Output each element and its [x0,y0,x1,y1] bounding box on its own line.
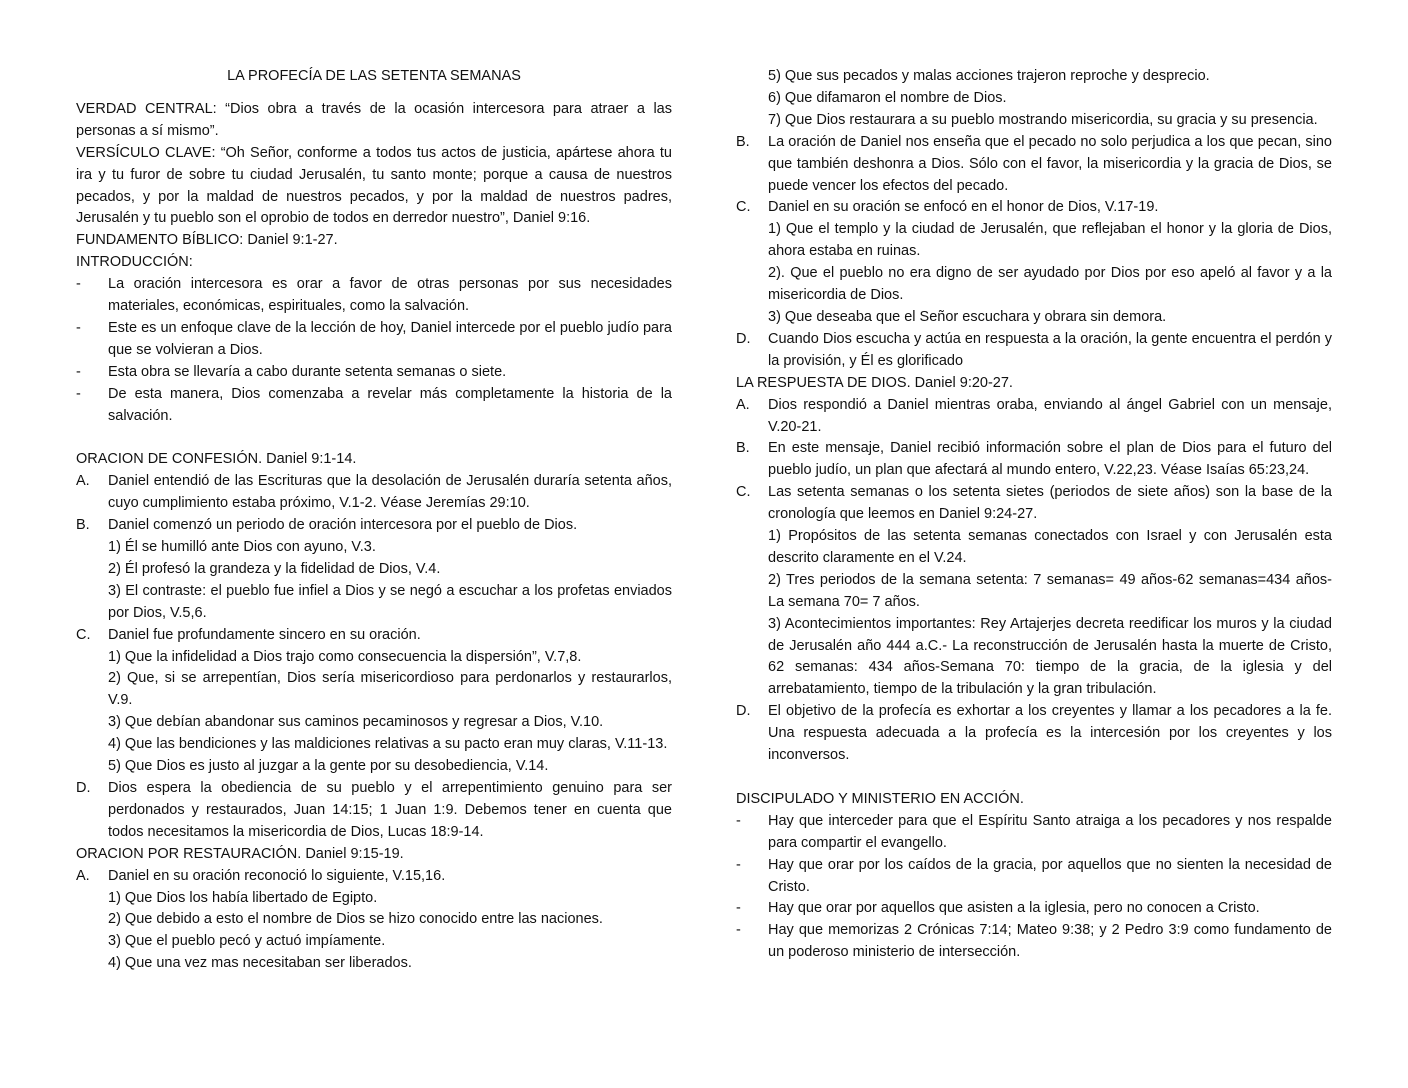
sub-item: 4) Que una vez mas necesitaban ser liberados. [108,955,412,972]
list-item [736,920,1332,964]
bullet-marker: - [736,922,741,939]
list-item-text: Daniel entendió de las Escrituras que la desolación de Jerusalén duraría setenta años, cuyo cumplimiento estaba próximo, V.1-2. Véase Jeremías 29:10. [108,473,672,512]
list-item [736,197,1332,219]
list-item [76,384,672,428]
sub-item: 7) Que Dios restaurara a su pueblo mostrando misericordia, su gracia y su presencia. [768,111,1318,128]
list-item-text: Las setenta semanas o los setenta sietes (periodos de siete años) son la base de la cronología que leemos en Daniel 9:24-27. [768,484,1332,523]
list-item-text: Daniel comenzó un periodo de oración intercesora por el pueblo de Dios. [108,517,578,534]
sub-item: 2) Que debido a esto el nombre de Dios se hizo conocido entre las naciones. [108,911,603,928]
bullet-marker: - [736,856,741,873]
fundamento-biblico: FUNDAMENTO BÍBLICO: Daniel 9:1-27. [76,232,338,249]
restauracion-heading: ORACION POR RESTAURACIÓN. Daniel 9:15-19. [76,845,404,862]
list-item-text: Daniel fue profundamente sincero en su oración. [108,626,421,643]
list-item-text: Cuando Dios escucha y actúa en respuesta a la oración, la gente encuentra el perdón y la provisión, y Él es glorificado [768,330,1332,369]
sub-item: 1) Que la infidelidad a Dios trajo como consecuencia la dispersión”, V.7,8. [108,648,582,665]
sub-item: 1) Que Dios los había libertado de Egipto. [108,889,378,906]
document-title: LA PROFECÍA DE LAS SETENTA SEMANAS [227,68,521,84]
letter-marker: C. [736,199,751,216]
sub-item: 5) Que sus pecados y malas acciones trajeron reproche y desprecio. [768,68,1210,84]
bullet-marker: - [76,385,81,402]
sub-item: 1) Propósitos de las setenta semanas conectados con Israel y con Jerusalén esta descrito claramente en el V.24. [768,528,1332,566]
list-item [76,318,672,362]
letter-marker: C. [76,626,91,643]
sub-item: 2). Que el pueblo no era digno de ser ayudado por Dios por eso apeló al favor y a la misericordia de Dios. [768,265,1332,304]
letter-marker: D. [76,779,91,796]
list-item [736,898,1332,920]
list-item-text: Dios espera la obediencia de su pueblo y el arrepentimiento genuino para ser perdonados y restaurados, Juan 14:15; 1 Juan 1:9. Debemos tener en cuenta que todos necesitamos la misericordia de Dios, Lucas 18:9-14. [108,779,672,840]
left-column [76,66,672,975]
sub-item: 3) El contraste: el pueblo fue infiel a Dios y se negó a escuchar a los profetas enviados por Dios, V.5,6. [108,582,672,621]
bullet-marker: - [76,363,81,380]
introduccion-list [76,274,672,427]
discipulado-heading: DISCIPULADO Y MINISTERIO EN ACCIÓN. [736,790,1024,807]
sub-item: 2) Él profesó la grandeza y la fidelidad de Dios, V.4. [108,560,441,577]
list-item-text: Este es un enfoque clave de la lección de hoy, Daniel intercede por el pueblo judío para que se volvieran a Dios. [108,319,672,358]
bullet-marker: - [736,900,741,917]
list-item-text: El objetivo de la profecía es exhortar a los creyentes y llamar a los pecadores a la fe. Una respuesta adecuada a la profecía es la intercesión por los creyentes y los inconversos. [768,703,1332,764]
list-item-text: Hay que orar por los caídos de la gracia, por aquellos que no sienten la necesidad de Cristo. [768,856,1332,895]
list-item [736,855,1332,899]
list-item-text: La oración de Daniel nos enseña que el pecado no solo perjudica a los que pecan, sino que también deshonra a Dios. Sólo con el favor, la misericordia y la gracia de Dios, se puede vencer los efectos del pecado. [768,133,1332,194]
letter-marker: A. [76,473,90,490]
list-item-text: En este mensaje, Daniel recibió información sobre el plan de Dios para el futuro del pueblo judío, un plan que afectará al mundo entero, V.22,23. Véase Isaías 65:23,24. [768,440,1332,479]
list-item [76,274,672,318]
sub-item: 3) Que el pueblo pecó y actuó impíamente. [108,933,386,950]
list-item [736,438,1332,482]
sub-item: 2) Tres periodos de la semana setenta: 7 semanas= 49 años-62 semanas=434 años- La semana 70= 7 años. [768,571,1332,610]
letter-marker: D. [736,703,751,720]
letter-marker: C. [736,484,751,501]
bullet-marker: - [76,319,81,336]
list-item [736,132,1332,198]
letter-marker: B. [736,133,750,150]
list-item-text: Daniel en su oración reconoció lo siguiente, V.15,16. [108,867,446,884]
list-item-text: Daniel en su oración se enfocó en el honor de Dios, V.17-19. [768,199,1159,216]
list-item [76,362,672,384]
list-item [76,625,672,647]
versiculo-clave: VERSÍCULO CLAVE: “Oh Señor, conforme a todos tus actos de justicia, apártese ahora tu ira y tu furor de sobre tu ciudad Jerusalén, tu santo monte; porque a causa de nuestros pecados, y por la maldad de nuestros pecados, y por la maldad de nuestros padres, Jerusalén y tu pueblo son el oprobio de todos en derredor nuestro”, Daniel 9:16. [76,144,672,227]
sub-item: 4) Que las bendiciones y las maldiciones relativas a su pacto eran muy claras, V.11-13. [108,736,668,753]
spacer [736,767,1332,789]
respuesta-heading: LA RESPUESTA DE DIOS. Daniel 9:20-27. [736,374,1013,391]
list-item-text: De esta manera, Dios comenzaba a revelar más completamente la historia de la salvación. [108,385,672,424]
list-item [76,471,672,515]
sub-item: 5) Que Dios es justo al juzgar a la gente por su desobediencia, V.14. [108,758,549,775]
spacer [76,428,672,450]
sub-item: 2) Que, si se arrepentían, Dios sería misericordioso para perdonarlos y restaurarlos, V.9. [108,670,672,709]
introduccion-heading: INTRODUCCIÓN: [76,254,193,271]
list-item [736,395,1332,439]
list-item [736,701,1332,767]
list-item [736,329,1332,373]
letter-marker: A. [736,396,750,413]
right-column [736,66,1332,964]
sub-item: 3) Que deseaba que el Señor escuchara y obrara sin demora. [768,308,1167,325]
letter-marker: B. [76,517,90,534]
letter-marker: A. [76,867,90,884]
list-item [76,866,672,888]
list-item-text: La oración intercesora es orar a favor de otras personas por sus necesidades materiales, económicas, espirituales, como la salvación. [108,276,672,315]
list-item-text: Hay que memorizas 2 Crónicas 7:14; Mateo 9:38; y 2 Pedro 3:9 como fundamento de un poderoso ministerio de intersección. [768,922,1332,961]
verdad-central: VERDAD CENTRAL: “Dios obra a través de la ocasión intercesora para atraer a las personas a sí mismo”. [76,100,672,139]
sub-item: 1) Él se humilló ante Dios con ayuno, V.3. [108,539,376,556]
list-item-text: Hay que interceder para que el Espíritu Santo atraiga a los pecadores y nos respalde para compartir el evangello. [768,812,1332,851]
bullet-marker: - [736,812,741,829]
sub-item: 3) Acontecimientos importantes: Rey Artajerjes decreta reedificar los muros y la ciudad de Jerusalén año 444 a.C.- La reconstrucción de Jerusalén hasta la muerte de Cristo, 62 semanas: 434 años-Semana 70: tiempo de la gracia, de la iglesia y del arrebatamiento, tiempo de la tribulación y la gran tribulación. [768,615,1332,698]
sub-item: 1) Que el templo y la ciudad de Jerusalén, que reflejaban el honor y la gloria de Dios, ahora estaba en ruinas. [768,221,1332,260]
confesion-heading: ORACION DE CONFESIÓN. Daniel 9:1-14. [76,451,357,468]
list-item [76,778,672,844]
list-item-text: Esta obra se llevaría a cabo durante setenta semanas o siete. [108,363,507,380]
list-item-text: Hay que orar por aquellos que asisten a la iglesia, pero no conocen a Cristo. [768,900,1260,917]
letter-marker: B. [736,440,750,457]
list-item-text: Dios respondió a Daniel mientras oraba, enviando al ángel Gabriel con un mensaje, V.20-21. [768,396,1332,435]
list-item [736,811,1332,855]
list-item [736,482,1332,526]
bullet-marker: - [76,276,81,293]
letter-marker: D. [736,330,751,347]
sub-item: 3) Que debían abandonar sus caminos pecaminosos y regresar a Dios, V.10. [108,714,604,731]
list-item [76,515,672,537]
sub-item: 6) Que difamaron el nombre de Dios. [768,89,1007,106]
